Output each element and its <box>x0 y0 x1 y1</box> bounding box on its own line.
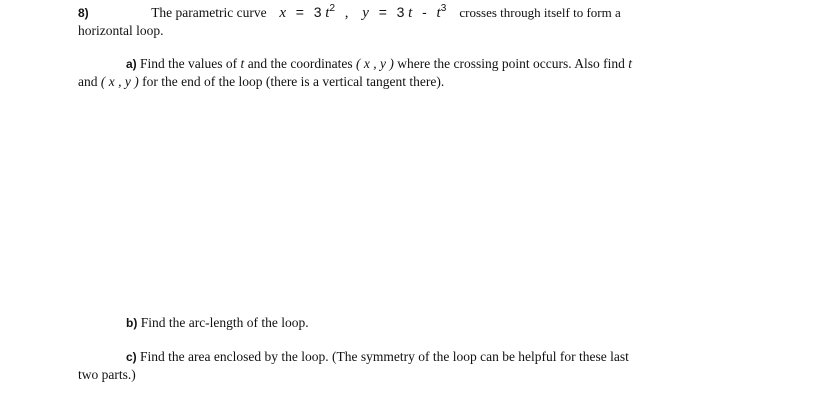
part-a-line-1 <box>126 55 632 73</box>
problem-line-1 <box>78 3 621 22</box>
part-c-label: c) <box>126 350 137 364</box>
part-a-line-2 <box>78 73 444 91</box>
problem-line-2: horizontal loop. <box>78 23 164 38</box>
part-a-text-5: for the end of the loop (there is a vertical tangent there). <box>142 74 445 89</box>
problem-intro-text: The parametric curve <box>151 5 267 20</box>
part-a-text-3: where the crossing point occurs. Also find <box>397 56 625 71</box>
part-a-label: a) <box>126 57 137 71</box>
part-b-text: Find the arc-length of the loop. <box>140 315 309 330</box>
eq-y-t2: t <box>436 5 441 21</box>
part-a-text-1: Find the values of <box>140 56 238 71</box>
part-c-line-2: two parts.) <box>78 367 136 382</box>
eq-equals-2: = <box>378 4 387 20</box>
eq-x-t: t <box>325 5 330 21</box>
part-a-t-2: t <box>628 56 632 71</box>
part-a-coord-1: ( x , y ) <box>356 56 394 71</box>
part-a-text-2: and the coordinates <box>247 56 353 71</box>
eq-y-var: y <box>362 5 369 21</box>
eq-y-exp: 3 <box>440 3 447 14</box>
part-c-text: Find the area enclosed by the loop. (The symmetry of the loop can be helpful for these last <box>140 349 629 364</box>
part-c-line-1 <box>126 348 629 366</box>
eq-comma: , <box>344 5 349 21</box>
part-b-line <box>126 314 309 332</box>
eq-x-exp: 2 <box>329 3 336 14</box>
part-a-coord-2: ( x , y ) <box>100 74 139 89</box>
problem-number: 8) <box>78 6 89 20</box>
eq-x-var: x <box>279 5 287 21</box>
problem-intro-tail: crosses through itself to form a <box>459 5 621 20</box>
eq-y-coef: 3 <box>396 4 405 20</box>
eq-y-t1: t <box>408 5 413 21</box>
part-a-text-4: and <box>78 74 98 89</box>
part-b-label: b) <box>126 316 138 330</box>
parametric-equation <box>279 5 450 21</box>
eq-equals-1: = <box>295 4 304 20</box>
eq-x-coef: 3 <box>313 4 322 20</box>
part-a-t-1: t <box>240 56 245 71</box>
eq-minus: - <box>422 4 427 20</box>
